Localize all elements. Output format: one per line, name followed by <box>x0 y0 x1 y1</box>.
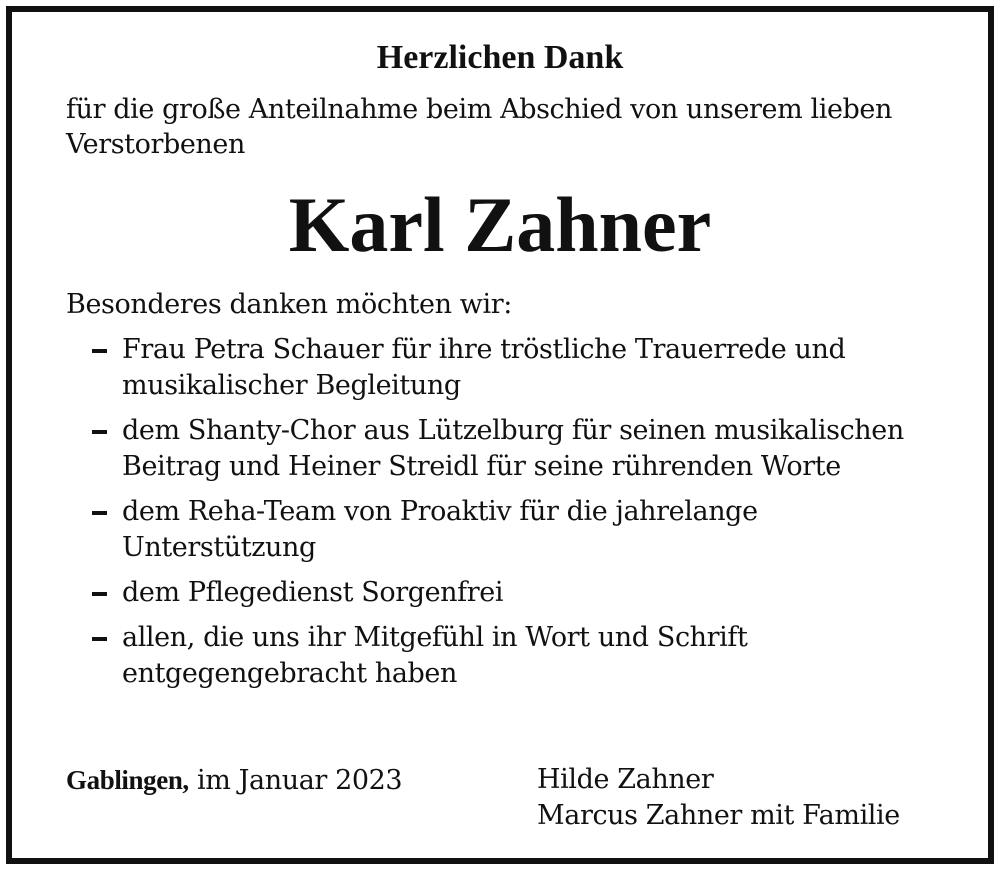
thanks-list <box>66 332 946 701</box>
thanks-item <box>66 494 946 566</box>
thanks-item <box>66 413 946 485</box>
signatory-name: Hilde Zahner <box>537 764 714 795</box>
thanks-item <box>66 332 946 404</box>
date-text: im Januar 2023 <box>188 765 403 796</box>
thanks-item-text: dem Shanty-Chor aus Lützelburg für seinen musikalischen Beitrag und Heiner Streidl für seine rührenden Worte <box>122 415 904 482</box>
intro-text: für die große Anteilnahme beim Abschied von unserem lieben Verstorbenen <box>66 94 892 160</box>
signatory-name: Marcus Zahner mit Familie <box>537 800 900 831</box>
dash-bullet-icon <box>92 592 107 596</box>
thanks-item-text: dem Reha-Team von Proaktiv für die jahrelange Unterstützung <box>122 496 758 563</box>
dash-bullet-icon <box>92 637 107 641</box>
thanks-item-text: Frau Petra Schauer für ihre tröstliche Trauerrede und musikalischer Begleitung <box>122 334 846 401</box>
thanks-item-text: dem Pflegedienst Sorgenfrei <box>122 577 504 608</box>
deceased-name: Karl Zahner <box>288 181 712 268</box>
notice-heading: Herzlichen Dank <box>376 39 624 76</box>
thanks-item <box>66 620 946 692</box>
thanks-lead: Besonderes danken möchten wir: <box>66 289 512 320</box>
thanks-item <box>66 575 946 611</box>
thanks-item-text: allen, die uns ihr Mitgefühl in Wort und Schrift entgegengebracht haben <box>122 622 748 689</box>
place-and-date <box>66 762 402 799</box>
dash-bullet-icon <box>92 430 107 434</box>
signatories <box>537 762 900 834</box>
place-name: Gablingen, <box>66 765 189 795</box>
dash-bullet-icon <box>92 349 107 353</box>
dash-bullet-icon <box>92 511 107 515</box>
